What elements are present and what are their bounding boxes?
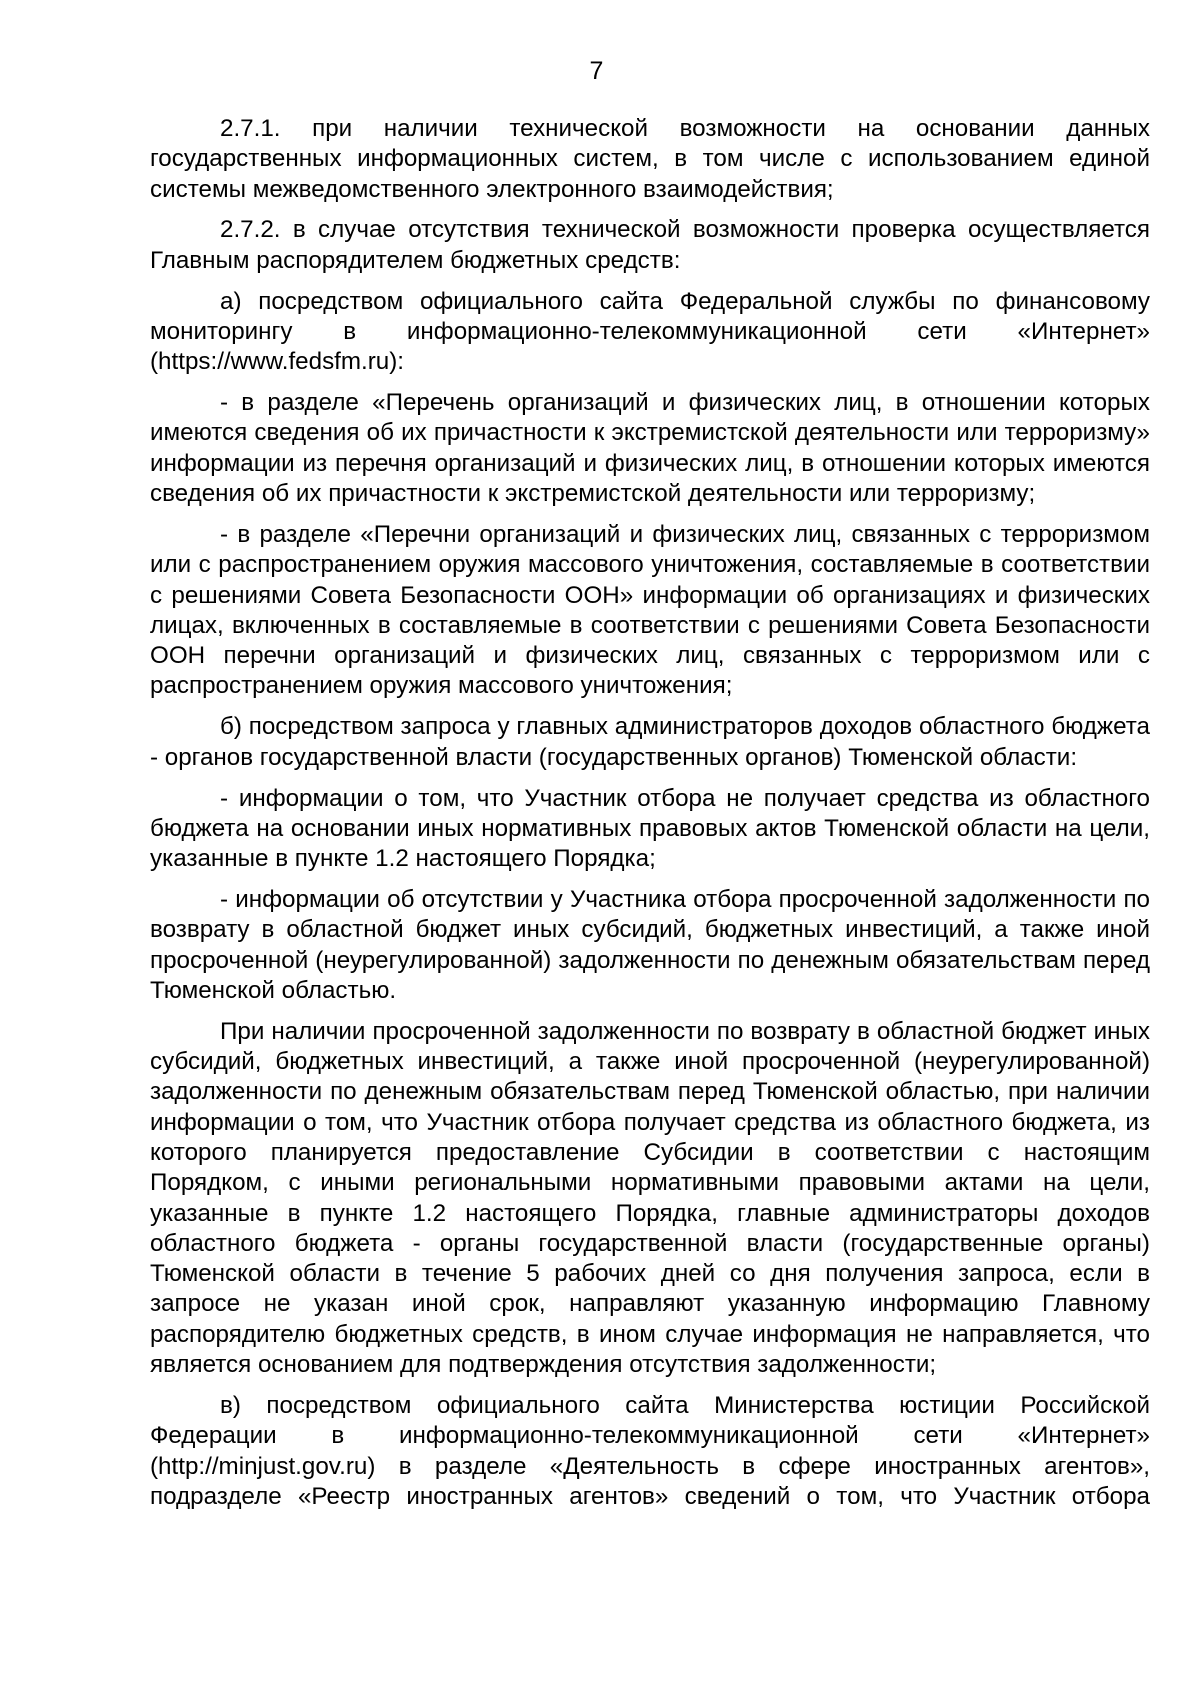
- document-body: [150, 114, 1150, 1512]
- paragraph-b-item-1: - информации о том, что Участник отбора не получает средства из областного бюджета на основании иных нормативных правовых актов Тюменской области на цели, указанные в пункте 1.2 настоящего Порядка;: [150, 784, 1150, 873]
- paragraph-debt-notice: При наличии просроченной задолженности по возврату в областной бюджет иных субсидий, бюджетных инвестиций, а также иной просроченной (неурегулированной) задолженности по денежным обязательствам перед Тюменской областью, при наличии информации о том, что Участник отбора получает средства из областного бюджета, из которого планируется предоставление Субсидии в соответствии с настоящим Порядком, с иными региональными нормативными правовыми актами на цели, указанные в пункте 1.2 настоящего Порядка, главные администраторы доходов областного бюджета - органы государственной власти (государственные органы) Тюменской области в течение 5 рабочих дней со дня получения запроса, если в запросе не указан иной срок, направляют указанную информацию Главному распорядителю бюджетных средств, в ином случае информация не направляется, что является основанием для подтверждения отсутствия задолженности;: [150, 1017, 1150, 1379]
- page-number: 7: [589, 57, 604, 85]
- paragraph-2-7-2: 2.7.2. в случае отсутствия технической возможности проверка осуществляется Главным распорядителем бюджетных средств:: [150, 216, 1150, 274]
- paragraph-2-7-1: 2.7.1. при наличии технической возможности на основании данных государственных информационных систем, в том числе с использованием единой системы межведомственного электронного взаимодействия;: [150, 115, 1150, 203]
- paragraph-a-item-1: - в разделе «Перечень организаций и физических лиц, в отношении которых имеются сведения об их причастности к экстремистской деятельности или терроризму» информации из перечня организаций и физических лиц, в отношении которых имеются сведения об их причастности к экстремистской деятельности или терроризму;: [150, 389, 1150, 508]
- paragraph-v: в) посредством официального сайта Министерства юстиции Российской Федерации в информационно-телекоммуникационной сети «Интернет» (http://minjust.gov.ru) в разделе «Деятельность в сфере иностранных агентов», подразделе «Реестр иностранных агентов» сведений о том, что Участник отбора: [150, 1391, 1150, 1510]
- paragraph-a-item-2: - в разделе «Перечни организаций и физических лиц, связанных с терроризмом или с распространением оружия массового уничтожения, составляемые в соответствии с решениями Совета Безопасности ООН» информации об организациях и физических лицах, включенных в составляемые в соответствии с решениями Совета Безопасности ООН перечни организаций и физических лиц, связанных с терроризмом или с распространением оружия массового уничтожения;: [150, 520, 1150, 700]
- paragraph-a: а) посредством официального сайта Федеральной службы по финансовому мониторингу в информационно-телекоммуникационной сети «Интернет» (https://www.fedsfm.ru):: [150, 287, 1150, 376]
- paragraph-b: б) посредством запроса у главных администраторов доходов областного бюджета - органов государственной власти (государственных органов) Тюменской области:: [150, 713, 1150, 771]
- paragraph-b-item-2: - информации об отсутствии у Участника отбора просроченной задолженности по возврату в областной бюджет иных субсидий, бюджетных инвестиций, а также иной просроченной (неурегулированной) задолженности по денежным обязательствам перед Тюменской областью.: [150, 885, 1150, 1004]
